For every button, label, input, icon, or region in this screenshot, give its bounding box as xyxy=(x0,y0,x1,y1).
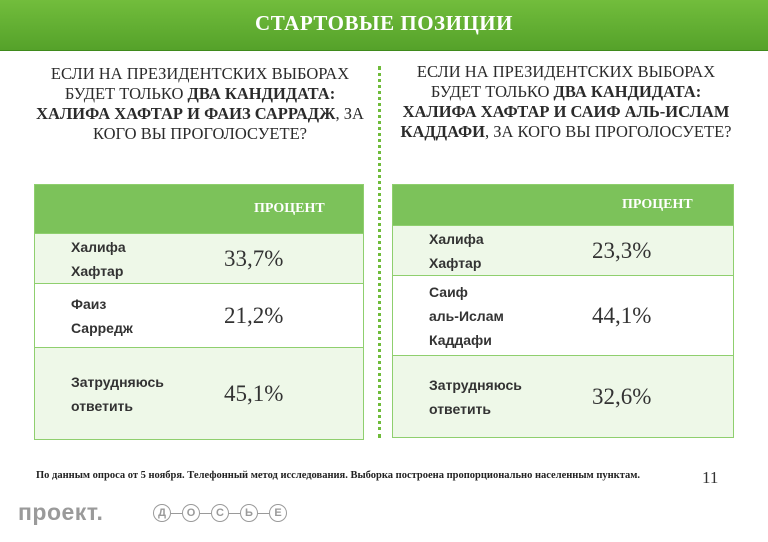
dossier-connector xyxy=(258,513,269,514)
dossier-letter: С xyxy=(211,504,229,522)
empty-header-cell xyxy=(35,185,225,234)
table-header-row xyxy=(35,185,364,234)
right-question-bold: ДВА КАНДИДАТА: ХАЛИФА ХАФТАР И САИФ АЛЬ-ИСЛАМ КАДДАФИ xyxy=(400,82,730,141)
percent-header-label: ПРОЦЕНТ xyxy=(622,197,693,212)
candidate-line: ответить xyxy=(429,400,492,417)
right-results-table xyxy=(392,184,734,438)
candidate-name xyxy=(35,234,225,284)
candidate-name xyxy=(35,284,225,348)
table-row xyxy=(35,348,364,440)
table-header-row xyxy=(393,185,734,226)
page-title: СТАРТОВЫЕ ПОЗИЦИИ xyxy=(255,11,513,35)
right-question-pre: ЕСЛИ НА ПРЕЗИДЕНТСКИХ ВЫБОРАХ БУДЕТ ТОЛЬКО xyxy=(416,62,716,101)
left-question xyxy=(30,64,370,144)
left-question-bold: ДВА КАНДИДАТА: ХАЛИФА ХАФТАР И ФАИЗ САРРАДЖ xyxy=(36,84,336,123)
candidate-line: аль-Ислам xyxy=(429,307,504,324)
candidate-line: Каддафи xyxy=(429,331,492,348)
candidate-line: Затрудняюсь xyxy=(429,376,522,393)
proekt-logo: проект. xyxy=(18,499,104,525)
table-row xyxy=(393,356,734,438)
left-question-post: , ЗА КОГО ВЫ ПРОГОЛОСУЕТЕ? xyxy=(93,104,364,143)
page-number: 11 xyxy=(702,468,719,487)
dossier-letter: Д xyxy=(153,504,171,522)
right-question-post: , ЗА КОГО ВЫ ПРОГОЛОСУЕТЕ? xyxy=(484,122,732,141)
table-row xyxy=(35,284,364,348)
dossier-connector xyxy=(171,513,182,514)
dossier-letter: О xyxy=(182,504,200,522)
candidate-line: Хафтар xyxy=(429,254,482,271)
candidate-line: Халифа xyxy=(429,230,484,247)
candidate-line: Саиф xyxy=(429,283,468,300)
candidate-line: Фаиз xyxy=(71,295,107,312)
table-row xyxy=(393,226,734,276)
empty-header-cell xyxy=(393,185,593,226)
candidate-line: Халифа xyxy=(71,238,126,255)
candidate-line: Сарредж xyxy=(71,319,133,336)
percent-column-header xyxy=(224,185,363,234)
dossier-logo xyxy=(153,502,287,524)
percent-column-header xyxy=(592,185,734,226)
percent-value: 33,7% xyxy=(224,234,363,284)
candidate-name xyxy=(393,356,593,438)
dossier-letter: Ь xyxy=(240,504,258,522)
percent-value: 32,6% xyxy=(592,356,734,438)
percent-header-label: ПРОЦЕНТ xyxy=(254,201,325,216)
table-row xyxy=(35,234,364,284)
percent-value: 44,1% xyxy=(592,276,734,356)
left-results-table xyxy=(34,184,364,440)
header-bar xyxy=(0,0,768,51)
candidate-name xyxy=(393,226,593,276)
footnote: По данным опроса от 5 ноября. Телефонный метод исследования. Выборка построена пропорционально населенным пунктам. xyxy=(36,470,641,481)
right-question xyxy=(392,62,740,142)
table-row xyxy=(393,276,734,356)
percent-value: 21,2% xyxy=(224,284,363,348)
candidate-name xyxy=(35,348,225,440)
percent-value: 45,1% xyxy=(224,348,363,440)
left-question-pre: ЕСЛИ НА ПРЕЗИДЕНТСКИХ ВЫБОРАХ БУДЕТ ТОЛЬКО xyxy=(50,64,350,103)
candidate-line: Затрудняюсь xyxy=(71,373,164,390)
percent-value: 23,3% xyxy=(592,226,734,276)
candidate-name xyxy=(393,276,593,356)
candidate-line: ответить xyxy=(71,397,134,414)
candidate-line: Хафтар xyxy=(71,262,124,279)
dossier-letter: Е xyxy=(269,504,287,522)
dossier-connector xyxy=(200,513,211,514)
dossier-connector xyxy=(229,513,240,514)
dotted-divider xyxy=(378,66,381,438)
